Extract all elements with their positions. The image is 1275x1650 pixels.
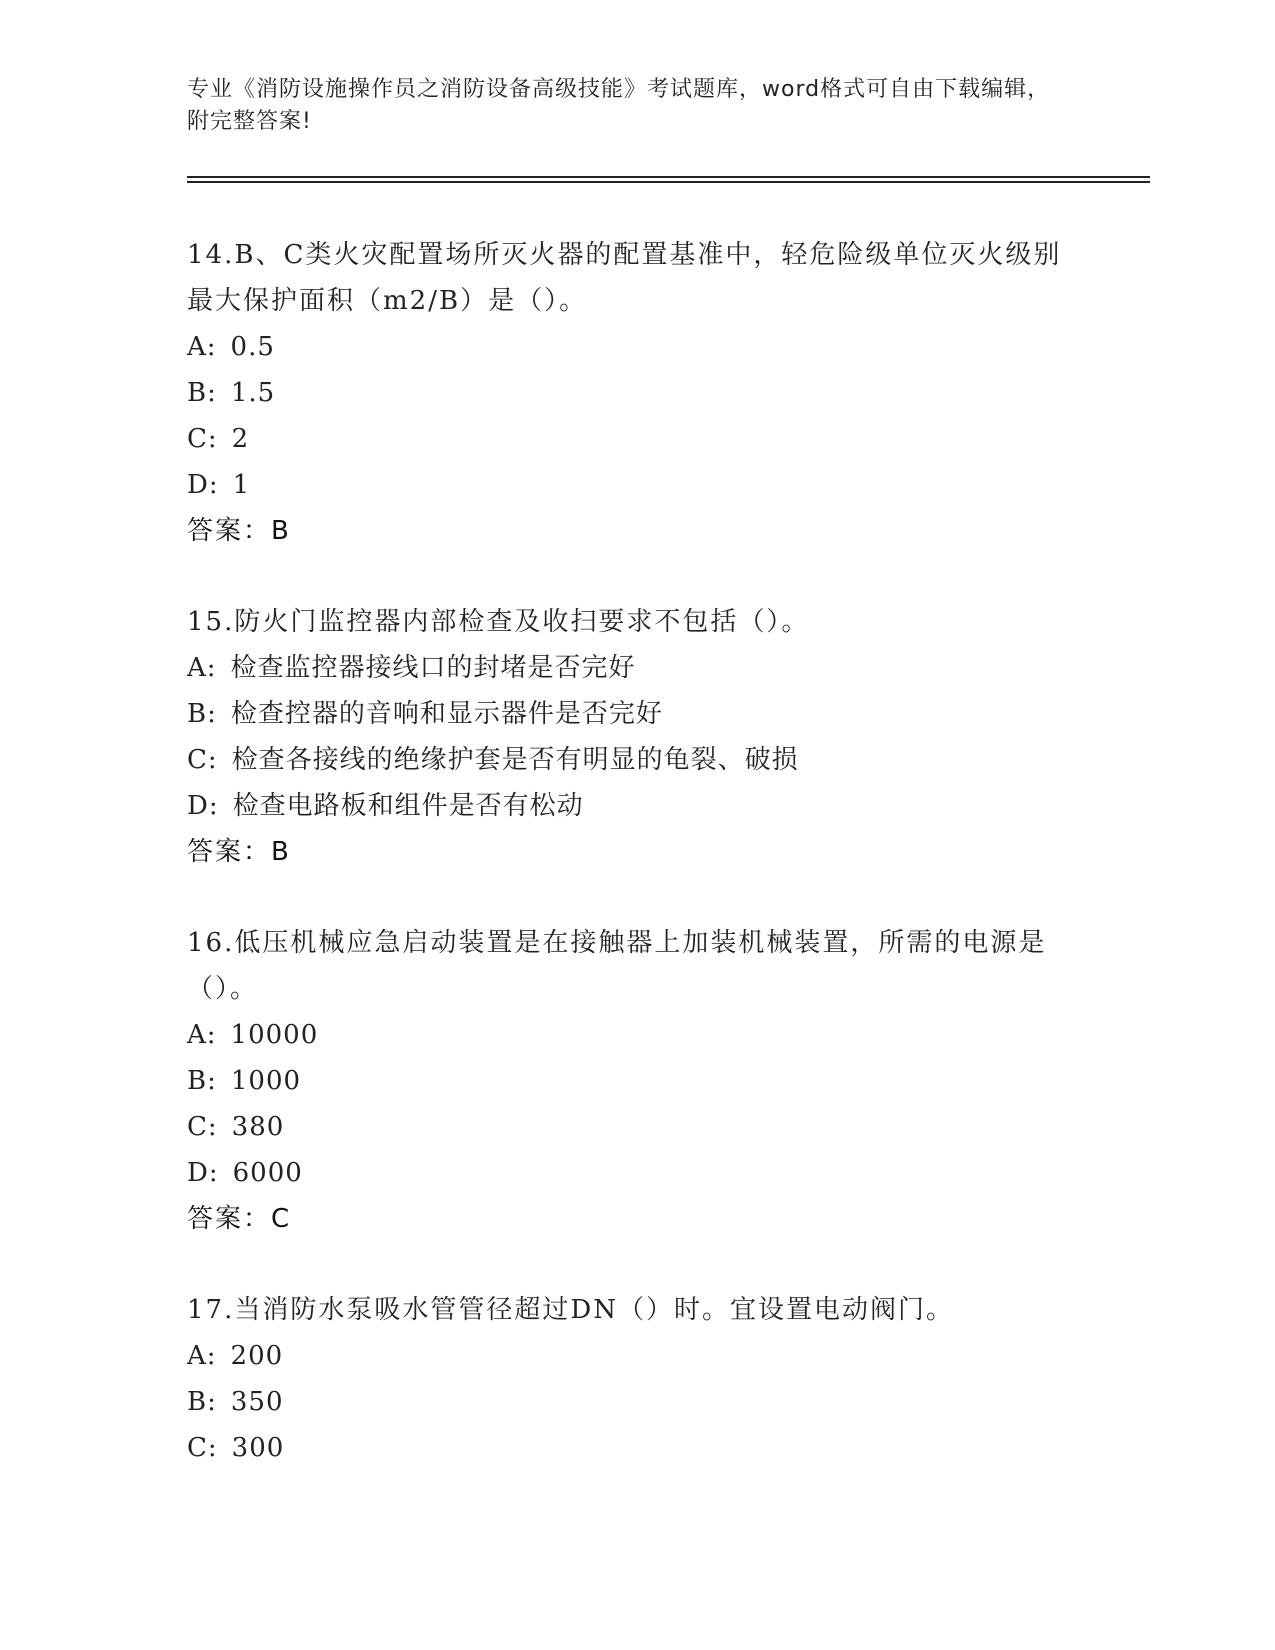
- option-c: [187, 416, 1087, 462]
- option-value: 300: [231, 1433, 285, 1463]
- option-b: [187, 370, 1087, 416]
- option-key: D: [187, 1158, 209, 1188]
- option-separator: :: [208, 791, 219, 821]
- answer-line: 答案：C: [187, 1204, 292, 1234]
- question-stem: 16.低压机械应急启动装置是在接触器上加装机械装置，所需的电源是（）。: [187, 928, 1047, 1004]
- question-stem: 15.防火门监控器内部检查及收扫要求不包括（）。: [187, 607, 810, 637]
- option-separator: :: [207, 1387, 217, 1417]
- option-separator: :: [207, 1433, 218, 1463]
- option-key: B: [187, 699, 208, 729]
- option-b: [187, 1379, 1087, 1425]
- header-rule-bottom: [187, 181, 1150, 183]
- option-key: B: [187, 1387, 208, 1417]
- option-value: 10000: [230, 1020, 319, 1050]
- option-key: C: [187, 1433, 208, 1463]
- option-c: [187, 737, 1087, 783]
- option-key: C: [187, 1112, 208, 1142]
- option-value: 380: [231, 1112, 285, 1142]
- option-key: A: [187, 653, 207, 683]
- option-value: 2: [231, 424, 250, 454]
- option-separator: :: [207, 1066, 217, 1096]
- answer-line: 答案：B: [187, 516, 291, 546]
- option-value: 350: [230, 1387, 284, 1417]
- question-16: [187, 920, 1087, 1242]
- option-key: D: [187, 470, 209, 500]
- option-separator: :: [208, 1158, 219, 1188]
- option-separator: :: [207, 424, 218, 454]
- option-key: A: [187, 332, 207, 362]
- option-key: C: [187, 424, 208, 454]
- question-stem: 14.B、C类火灾配置场所灭火器的配置基准中，轻危险级单位灭火级别最大保护面积（m2/B）是（）。: [187, 240, 1062, 316]
- question-15: [187, 599, 1087, 875]
- option-value: 0.5: [230, 332, 275, 362]
- option-separator: :: [207, 745, 218, 775]
- question-17: [187, 1287, 1087, 1471]
- option-key: B: [187, 1066, 208, 1096]
- question-list: [187, 232, 1087, 1516]
- document-header: 专业《消防设施操作员之消防设备高级技能》考试题库，word格式可自由下载编辑，附完整答案!: [187, 77, 1051, 134]
- option-separator: :: [206, 1341, 217, 1371]
- option-separator: :: [206, 332, 217, 362]
- option-separator: :: [206, 653, 217, 683]
- option-b: [187, 1058, 1087, 1104]
- option-d: [187, 462, 1087, 508]
- option-key: D: [187, 791, 209, 821]
- option-a: [187, 324, 1087, 370]
- option-separator: :: [207, 699, 217, 729]
- option-separator: :: [207, 378, 217, 408]
- option-value: 1.5: [230, 378, 276, 408]
- option-value: 检查控器的音响和显示器件是否完好: [230, 699, 663, 729]
- option-key: C: [187, 745, 208, 775]
- option-value: 检查监控器接线口的封堵是否完好: [230, 653, 636, 683]
- option-separator: :: [208, 470, 219, 500]
- option-key: A: [187, 1020, 207, 1050]
- option-b: [187, 691, 1087, 737]
- option-value: 检查各接线的绝缘护套是否有明显的龟裂、破损: [231, 745, 799, 775]
- answer-line: 答案：B: [187, 837, 291, 867]
- option-separator: :: [206, 1020, 217, 1050]
- option-value: 检查电路板和组件是否有松动: [232, 791, 584, 821]
- option-separator: :: [207, 1112, 218, 1142]
- option-c: [187, 1104, 1087, 1150]
- option-a: [187, 1333, 1087, 1379]
- option-value: 6000: [232, 1158, 303, 1188]
- option-key: B: [187, 378, 208, 408]
- question-stem: 17.当消防水泵吸水管管径超过DN（）时。宜设置电动阀门。: [187, 1295, 954, 1325]
- option-key: A: [187, 1341, 207, 1371]
- option-value: 1: [232, 470, 251, 500]
- header-rule-top: [187, 176, 1150, 178]
- option-c: [187, 1425, 1087, 1471]
- option-value: 1000: [230, 1066, 302, 1096]
- option-a: [187, 1012, 1087, 1058]
- option-d: [187, 1150, 1087, 1196]
- option-value: 200: [230, 1341, 284, 1371]
- option-a: [187, 645, 1087, 691]
- question-14: [187, 232, 1087, 554]
- option-d: [187, 783, 1087, 829]
